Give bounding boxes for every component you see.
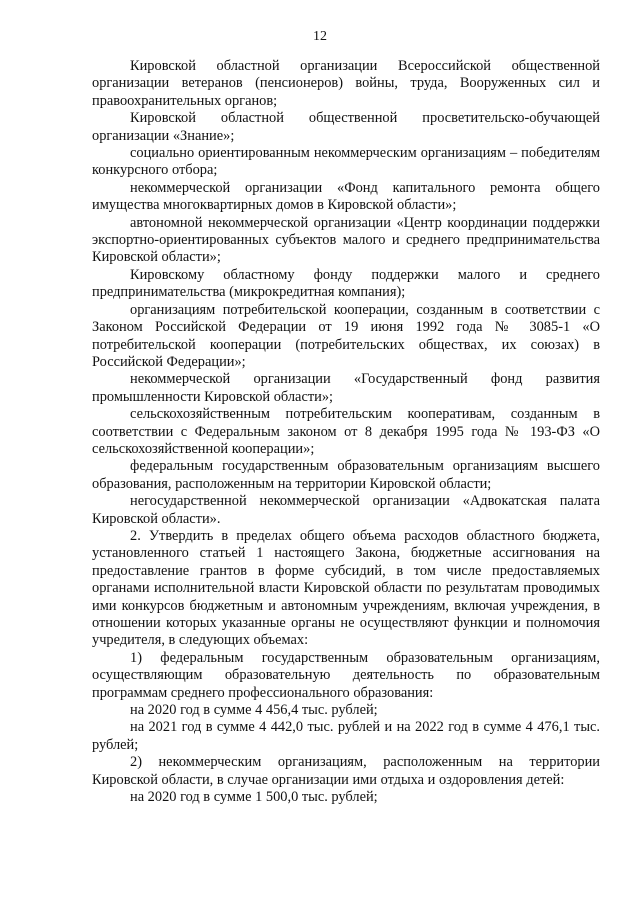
paragraph: некоммерческой организации «Фонд капитального ремонта общего имущества многоквартирных домов в Кировской области»; bbox=[92, 179, 600, 214]
paragraph: сельскохозяйственным потребительским кооперативам, созданным в соответствии с Федеральным законом от 8 декабря 1995 года № 193-ФЗ «О сельскохозяйственной кооперации»; bbox=[92, 406, 600, 457]
paragraph: на 2020 год в сумме 1 500,0 тыс. рублей; bbox=[130, 789, 378, 806]
paragraph: 1) федеральным государственным образовательным организациям, осуществляющим образовательную деятельность по образовательным программам среднего профессионального образования: bbox=[92, 649, 600, 701]
paragraph: Кировской областной общественной просветительско-обучающей организации «Знание»; bbox=[92, 110, 600, 144]
paragraph: автономной некоммерческой организации «Центр координации поддержки экспортно-ориентированных субъектов малого и среднего предпринимательства Кировской области»; bbox=[92, 214, 600, 266]
paragraph: 2) некоммерческим организациям, расположенным на территории Кировской области, в случае организации ими отдыха и оздоровления детей: bbox=[92, 754, 600, 788]
paragraph: негосударственной некоммерческой организации «Адвокатская палата Кировской области». bbox=[92, 493, 600, 527]
paragraph: на 2021 год в сумме 4 442,0 тыс. рублей и на 2022 год в сумме 4 476,1 тыс. рублей; bbox=[92, 719, 600, 753]
paragraph: федеральным государственным образовательным организациям высшего образования, расположенным на территории Кировской области; bbox=[92, 458, 600, 492]
paragraph: Кировской областной организации Всероссийской общественной организации ветеранов (пенсионеров) войны, труда, Вооруженных сил и правоохранительных органов; bbox=[92, 58, 600, 109]
page-number: 12 bbox=[313, 29, 327, 44]
paragraph: Кировскому областному фонду поддержки малого и среднего предпринимательства (микрокредитная компания); bbox=[92, 266, 600, 301]
document-body bbox=[92, 58, 600, 806]
paragraph: 2. Утвердить в пределах общего объема расходов областного бюджета, установленного статьей 1 настоящего Закона, бюджетные ассигнования на предоставление грантов в форме субсидий, в том числе предоставляемых органами исполнительной власти Кировской области по результатам проводимых ими конкурсов бюджетным и автономным учреждениям, включая учреждения, в отношении которых указанные органы не осуществляют функции и полномочия учредителя, в следующих объемах: bbox=[92, 527, 600, 649]
paragraph: организациям потребительской кооперации, созданным в соответствии с Законом Российской Федерации от 19 июня 1992 года № 3085-1 «О потребительской кооперации (потребительских обществах, их союзах) в Российской Федерации»; bbox=[92, 301, 600, 370]
paragraph: некоммерческой организации «Государственный фонд развития промышленности Кировской области»; bbox=[92, 371, 600, 405]
paragraph: на 2020 год в сумме 4 456,4 тыс. рублей; bbox=[130, 702, 378, 719]
paragraph: социально ориентированным некоммерческим организациям – победителям конкурсного отбора; bbox=[92, 145, 600, 179]
